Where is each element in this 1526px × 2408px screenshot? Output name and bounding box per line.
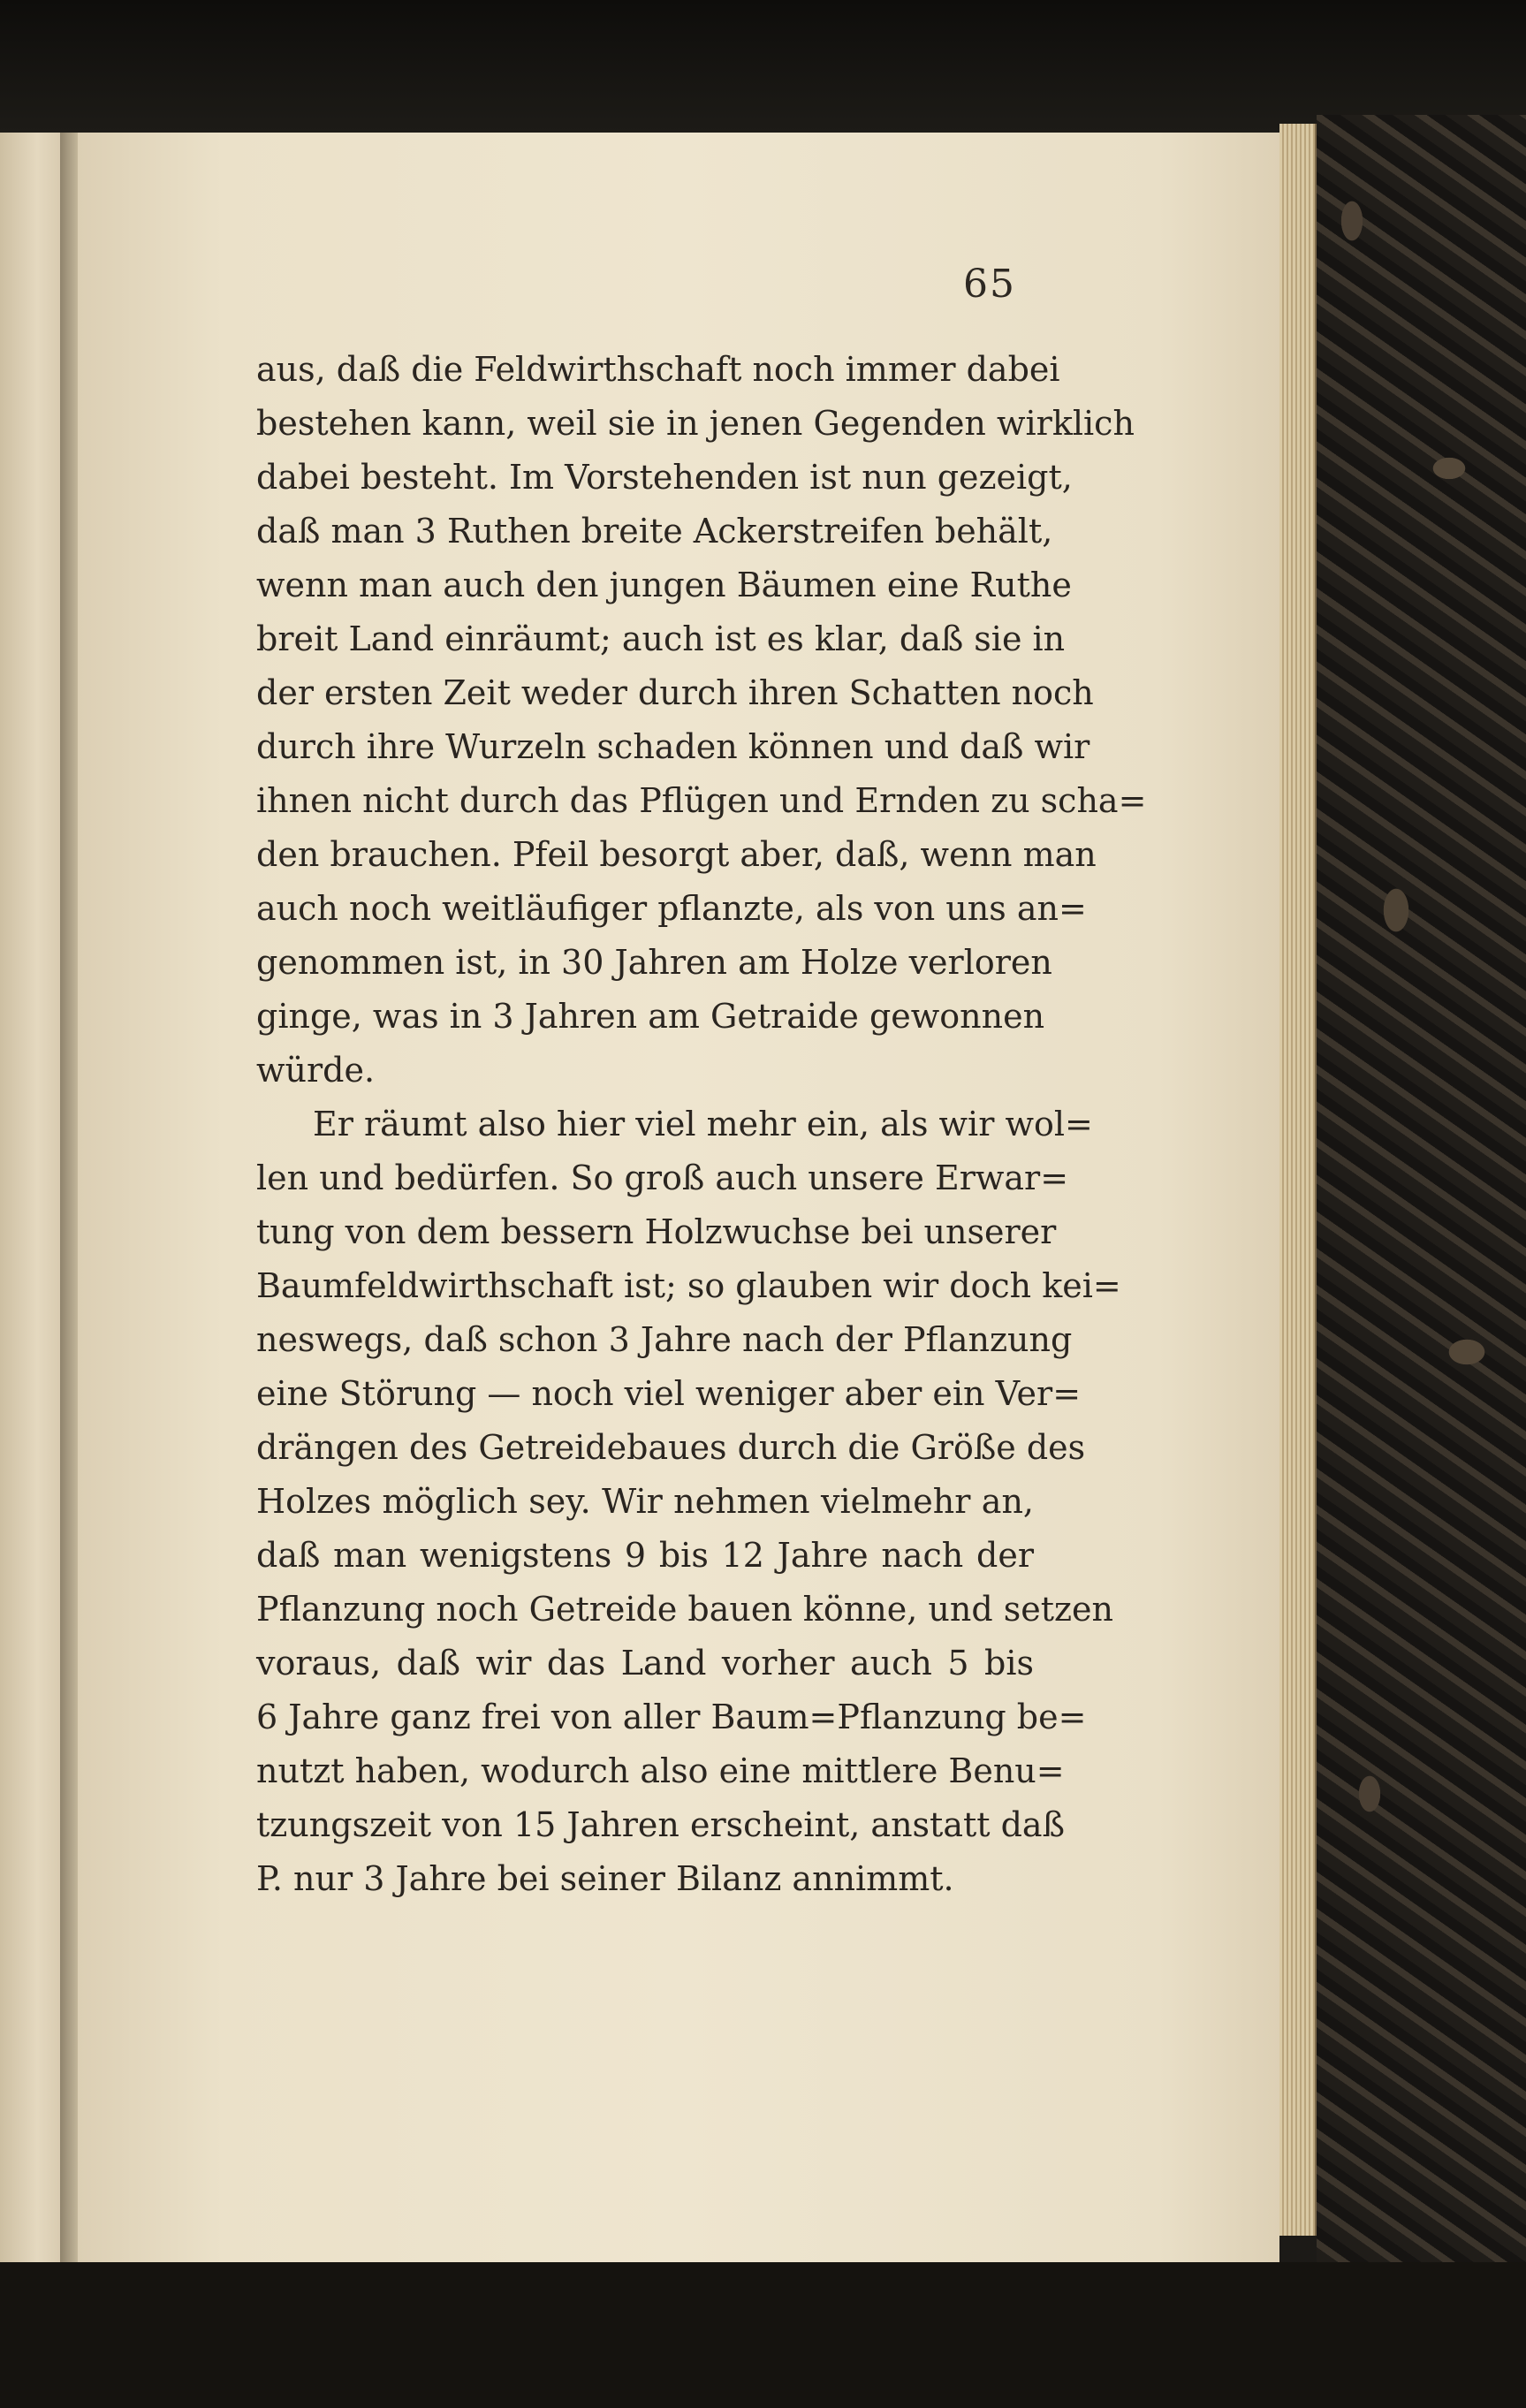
text-line: Pflanzung noch Getreide bauen könne, und setzen [256, 1590, 1114, 1629]
text-line: breit Land einräumt; auch ist es klar, daß sie in [256, 619, 1066, 658]
text-line: der ersten Zeit weder durch ihren Schatten noch [256, 673, 1094, 712]
book-gutter [60, 133, 80, 2262]
text-line: drängen des Getreidebaues durch die Größe des [256, 1428, 1086, 1467]
text-line: voraus, daß wir das Land vorher auch 5 bis [256, 1644, 1034, 1683]
text-line: würde. [256, 1051, 376, 1090]
text-line: eine Störung — noch viel weniger aber ein Ver= [256, 1374, 1082, 1413]
paragraph-1 [256, 343, 1147, 1098]
page-number: 65 [963, 262, 1016, 307]
text-line: Baumfeldwirthschaft ist; so glauben wir doch kei= [256, 1266, 1121, 1305]
marbled-cover [1317, 115, 1526, 2262]
background-top [0, 0, 1526, 133]
text-line: durch ihre Wurzeln schaden können und daß wir [256, 727, 1090, 766]
text-line: daß man 3 Ruthen breite Ackerstreifen behält, [256, 512, 1053, 551]
text-line: Er räumt also hier viel mehr ein, als wir wol= [313, 1105, 1093, 1143]
background-bottom [0, 2262, 1526, 2408]
body-text [256, 343, 1147, 1906]
text-line: P. nur 3 Jahre bei seiner Bilanz annimmt. [256, 1859, 954, 1898]
text-line: neswegs, daß schon 3 Jahre nach der Pflanzung [256, 1320, 1073, 1359]
text-line: len und bedürfen. So groß auch unsere Erwar= [256, 1158, 1069, 1197]
text-line: ihnen nicht durch das Pflügen und Ernden zu scha= [256, 781, 1147, 820]
text-line: auch noch weitläufiger pflanzte, als von uns an= [256, 889, 1087, 928]
text-line: den brauchen. Pfeil besorgt aber, daß, wenn man [256, 835, 1097, 874]
text-line: aus, daß die Feldwirthschaft noch immer dabei [256, 350, 1060, 389]
text-line: tung von dem bessern Holzwuchse bei unserer [256, 1212, 1057, 1251]
text-line: ginge, was in 3 Jahren am Getraide gewonnen [256, 997, 1045, 1036]
page-edges [1279, 124, 1317, 2236]
text-line: dabei besteht. Im Vorstehenden ist nun gezeigt, [256, 458, 1073, 497]
paragraph-2 [256, 1098, 1121, 1906]
text-line: 6 Jahre ganz frei von aller Baum=Pflanzung be= [256, 1698, 1087, 1736]
text-line: tzungszeit von 15 Jahren erscheint, anstatt daß [256, 1805, 1065, 1844]
text-line: nutzt haben, wodurch also eine mittlere Benu= [256, 1751, 1065, 1790]
text-line: Holzes möglich sey. Wir nehmen vielmehr an, [256, 1482, 1034, 1521]
text-line: genommen ist, in 30 Jahren am Holze verloren [256, 943, 1052, 982]
previous-page-edge [0, 133, 64, 2262]
text-line: wenn man auch den jungen Bäumen eine Ruthe [256, 566, 1072, 604]
text-line: bestehen kann, weil sie in jenen Gegenden wirklich [256, 404, 1135, 443]
text-line: daß man wenigstens 9 bis 12 Jahre nach der [256, 1536, 1034, 1575]
